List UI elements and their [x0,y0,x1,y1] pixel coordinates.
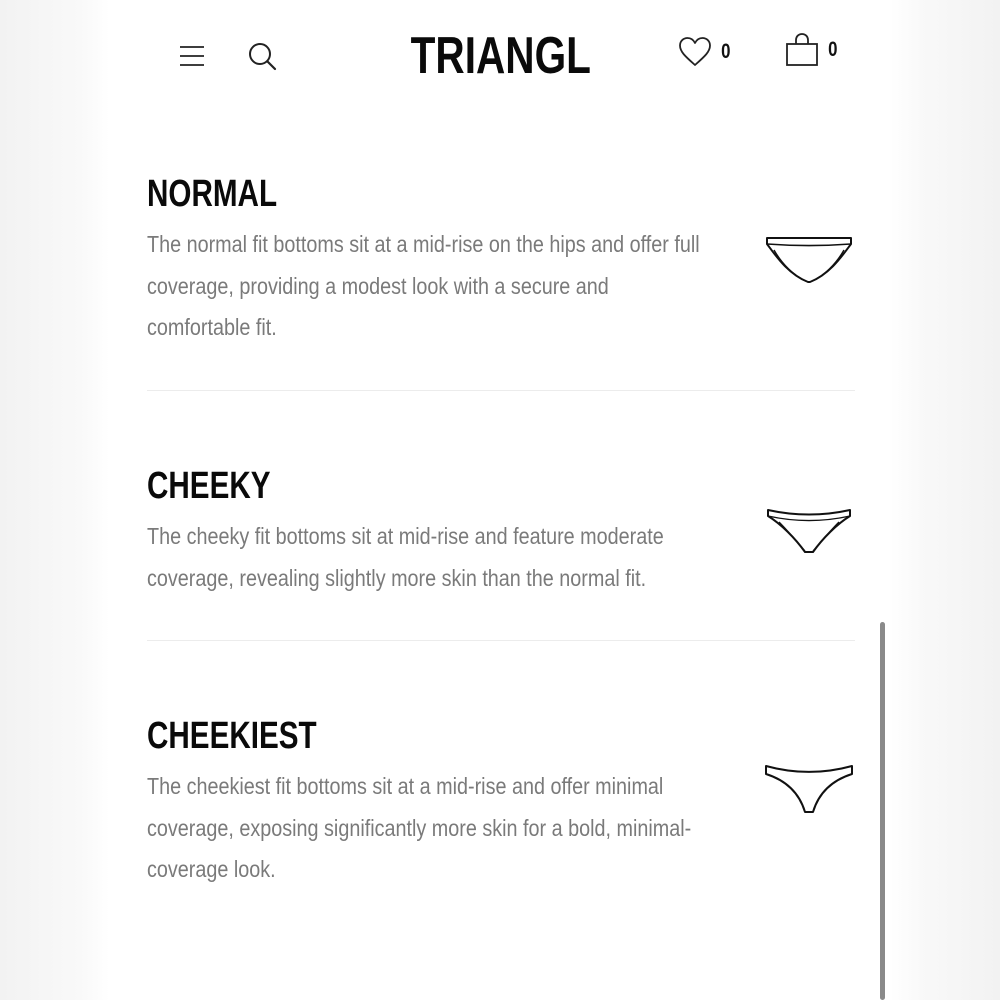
fit-title: NORMAL [147,173,278,215]
cart-count: 0 [828,38,838,61]
shopping-bag-icon [785,32,819,68]
divider [147,390,855,391]
heart-icon [678,36,712,68]
cheeky-bottom-icon [765,506,853,558]
normal-bottom-icon [764,234,854,288]
fit-section-cheekiest [147,714,855,891]
cart-button[interactable] [785,30,839,70]
fit-description: The normal fit bottoms sit at a mid-rise on the hips and offer full coverage, providing a modest look with a secure and comfortable fit. [147,231,700,340]
fit-description: The cheeky fit bottoms sit at mid-rise and feature moderate coverage, revealing slightly more skin than the normal fit. [147,523,664,591]
fit-title: CHEEKIEST [147,715,317,757]
page [110,0,892,1000]
fit-section-normal [147,172,855,349]
brand-logo[interactable]: TRIANGL [410,27,591,85]
site-header [110,0,892,110]
fit-section-cheeky [147,464,855,599]
cheekiest-bottom-icon [763,762,855,816]
fit-title: CHEEKY [147,465,271,507]
wishlist-button[interactable] [678,32,732,72]
scrollbar[interactable] [880,622,885,1000]
fit-description: The cheekiest fit bottoms sit at a mid-rise and offer minimal coverage, exposing significantly more skin for a bold, minimal-coverage look. [147,773,692,882]
wishlist-count: 0 [721,40,731,63]
divider [147,640,855,641]
